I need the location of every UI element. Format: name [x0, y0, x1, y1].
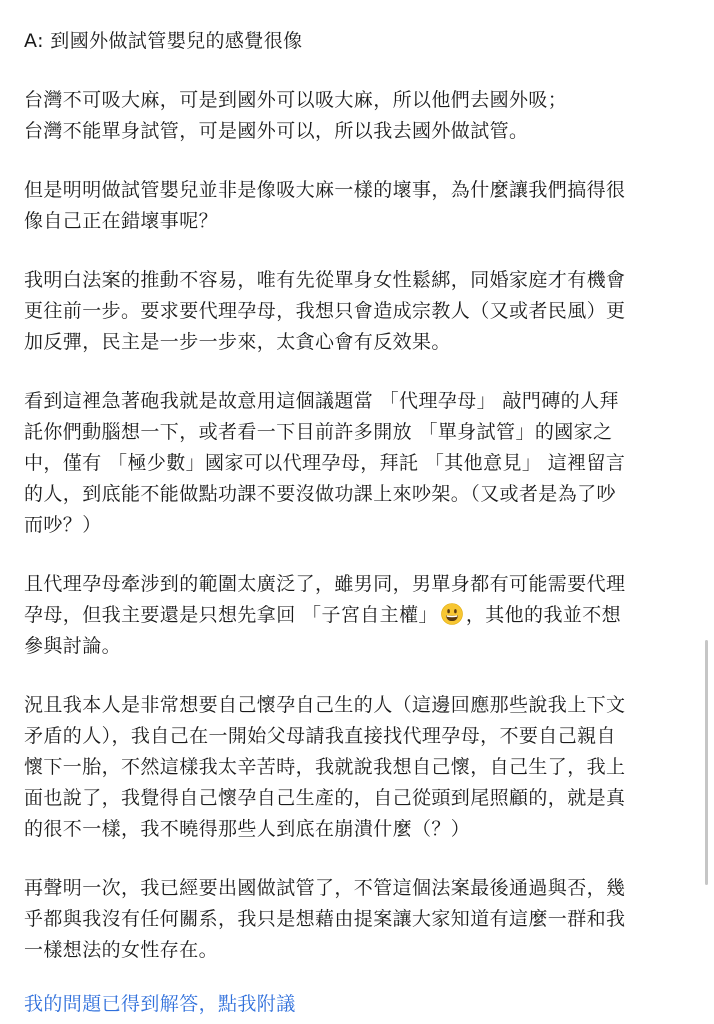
- paragraph-line: 台灣不能單身試管，可是國外可以，所以我去國外做試管。: [24, 120, 529, 142]
- paragraph-line: 中，僅有 「極少數」國家可以代理孕母，拜託 「其他意見」 這裡留言: [24, 452, 626, 474]
- paragraph-6: [24, 690, 694, 845]
- paragraph-line: 我明白法案的推動不容易，唯有先從單身女性鬆綁，同婚家庭才有機會: [24, 269, 626, 291]
- paragraph-line: 懷下一胎，不然這樣我太辛苦時，我就說我想自己懷，自己生了，我上: [24, 756, 626, 778]
- endorse-link[interactable]: 我的問題已得到解答，點我附議: [24, 993, 296, 1015]
- paragraph-line: 且代理孕母牽涉到的範圍太廣泛了，雖男同，男單身都有可能需要代理: [24, 573, 626, 595]
- paragraph-line: 台灣不可吸大麻，可是到國外可以吸大麻，所以他們去國外吸；: [24, 89, 568, 111]
- paragraph-line: 的很不一樣，我不曉得那些人到底在崩潰什麼（？）: [24, 818, 471, 840]
- paragraph-line: 況且我本人是非常想要自己懷孕自己生的人（這邊回應那些說我上下文: [24, 694, 626, 716]
- paragraph-line: 像自己正在錯壞事呢？: [24, 210, 219, 232]
- paragraph-line: 更往前一步。要求要代理孕母，我想只會造成宗教人（又或者民風）更: [24, 300, 626, 322]
- answer-body: [24, 26, 694, 994]
- answer-heading: A: 到國外做試管嬰兒的感覺很像: [24, 30, 303, 52]
- paragraph-line: 面也說了，我覺得自己懷孕自己生產的，自己從頭到尾照顧的，就是真: [24, 787, 626, 809]
- paragraph-line: 再聲明一次，我已經要出國做試管了，不管這個法案最後通過與否，幾: [24, 877, 626, 899]
- grinning-face-emoji-icon: [441, 603, 463, 625]
- paragraph-line: 但是明明做試管嬰兒並非是像吸大麻一樣的壞事，為什麼讓我們搞得很: [24, 179, 626, 201]
- paragraph-line: 一樣想法的女性存在。: [24, 939, 219, 961]
- paragraph-line: 孕母，但我主要還是只想先拿回 「子宮自主權」 ，其他的我並不想: [24, 604, 622, 626]
- paragraph-line: 而吵？）: [24, 514, 102, 536]
- paragraph-2: [24, 175, 694, 237]
- paragraph-line: 參與討論。: [24, 635, 122, 657]
- paragraph-3: [24, 265, 694, 358]
- paragraph-7: [24, 873, 694, 966]
- paragraph-4: [24, 386, 694, 541]
- paragraph-5: [24, 569, 694, 662]
- paragraph-line: 加反彈，民主是一步一步來，太貪心會有反效果。: [24, 331, 451, 353]
- paragraph-line: 看到這裡急著砲我就是故意用這個議題當 「代理孕母」 敲門磚的人拜: [24, 390, 619, 412]
- scrollbar[interactable]: [705, 640, 708, 885]
- paragraph-1: [24, 85, 694, 147]
- paragraph-line: 矛盾的人），我自己在一開始父母請我直接找代理孕母，不要自己親自: [24, 725, 616, 747]
- paragraph-line: 的人，到底能不能做點功課不要沒做功課上來吵架。（又或者是為了吵: [24, 483, 616, 505]
- paragraph-line: 乎都與我沒有任何關系，我只是想藉由提案讓大家知道有這麼一群和我: [24, 908, 626, 930]
- paragraph-line: 託你們動腦想一下，或者看一下目前許多開放 「單身試管」的國家之: [24, 421, 613, 443]
